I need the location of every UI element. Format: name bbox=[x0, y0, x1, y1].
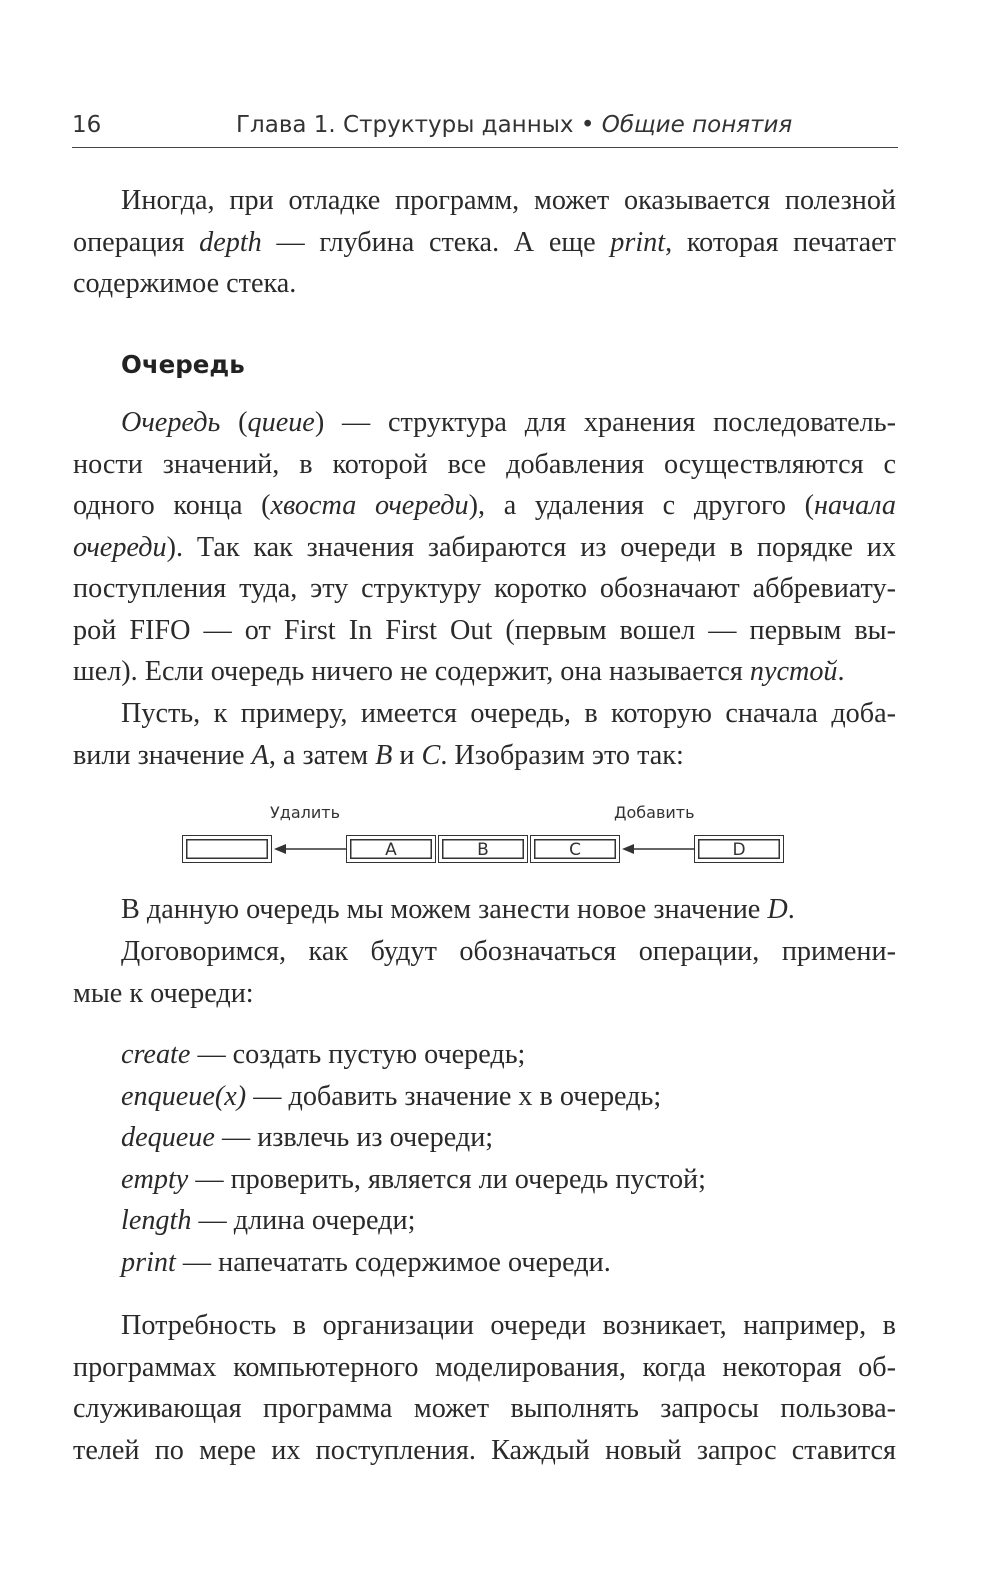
operation-item: print — напечатать содержимое очереди. bbox=[121, 1246, 611, 1278]
add-arrow-icon bbox=[620, 841, 696, 857]
running-header bbox=[72, 106, 898, 146]
paragraph-stack-debug: Иногда, при отладке программ, может оказывается полезной операция depth — глубина стека. А еще print, которая печатает содержимое стека. bbox=[73, 185, 896, 299]
remove-arrow-icon bbox=[272, 841, 348, 857]
queue-cell-empty bbox=[182, 835, 272, 863]
queue-cell-a: A bbox=[346, 835, 436, 863]
header-rule bbox=[72, 147, 898, 148]
section-heading: Очередь bbox=[121, 350, 245, 379]
paragraph-example: Пусть, к примеру, имеется очередь, в которую сначала доба- вили значение A, а затем B и C. Изобразим это так: bbox=[73, 698, 896, 771]
section-title: Общие понятия bbox=[601, 112, 793, 138]
queue-cell-b: B bbox=[438, 835, 528, 863]
paragraph-new-value: В данную очередь мы можем занести новое значение D. bbox=[121, 894, 795, 925]
operation-item: enqueue(x) — добавить значение x в очередь; bbox=[121, 1080, 662, 1112]
queue-diagram bbox=[0, 795, 1000, 875]
remove-label: Удалить bbox=[270, 803, 340, 822]
queue-cell-c: C bbox=[530, 835, 620, 863]
add-label: Добавить bbox=[614, 803, 695, 822]
operations-list bbox=[121, 1034, 706, 1283]
queue-cell-new-d: D bbox=[694, 835, 784, 863]
operation-item: dequeue — извлечь из очереди; bbox=[121, 1122, 494, 1153]
paragraph-operations-intro: Договоримся, как будут обозначаться операции, примени- мые к очереди: bbox=[73, 936, 896, 1009]
operation-item: empty — проверить, является ли очередь пустой; bbox=[121, 1163, 706, 1195]
operation-item: length — длина очереди; bbox=[121, 1205, 416, 1236]
page-number: 16 bbox=[72, 112, 102, 138]
running-title: Глава 1. Структуры данных • Общие понятия bbox=[236, 112, 793, 138]
paragraph-queue-usage: Потребность в организации очереди возникает, например, в программах компьютерного моделирования, когда некоторая об- служивающая программа может выполнять запросы пользова- телей по мере их поступления. Каждый новый запрос ставится bbox=[73, 1310, 896, 1466]
paragraph-queue-definition: Очередь (queue) — структура для хранения последователь- ности значений, в которой все добавления осуществляются с одного конца (хвоста очереди), а удаления с другого (начала очереди). Так как значения забираются из очереди в порядке их поступления туда, эту структуру коротко обозначают аббревиату- рой FIFO — от First In First Out (первым вошел — первым вы- шел). Если очередь ничего не содержит, она называется пустой. bbox=[73, 407, 896, 687]
operation-item: create — создать пустую очередь; bbox=[121, 1039, 526, 1070]
